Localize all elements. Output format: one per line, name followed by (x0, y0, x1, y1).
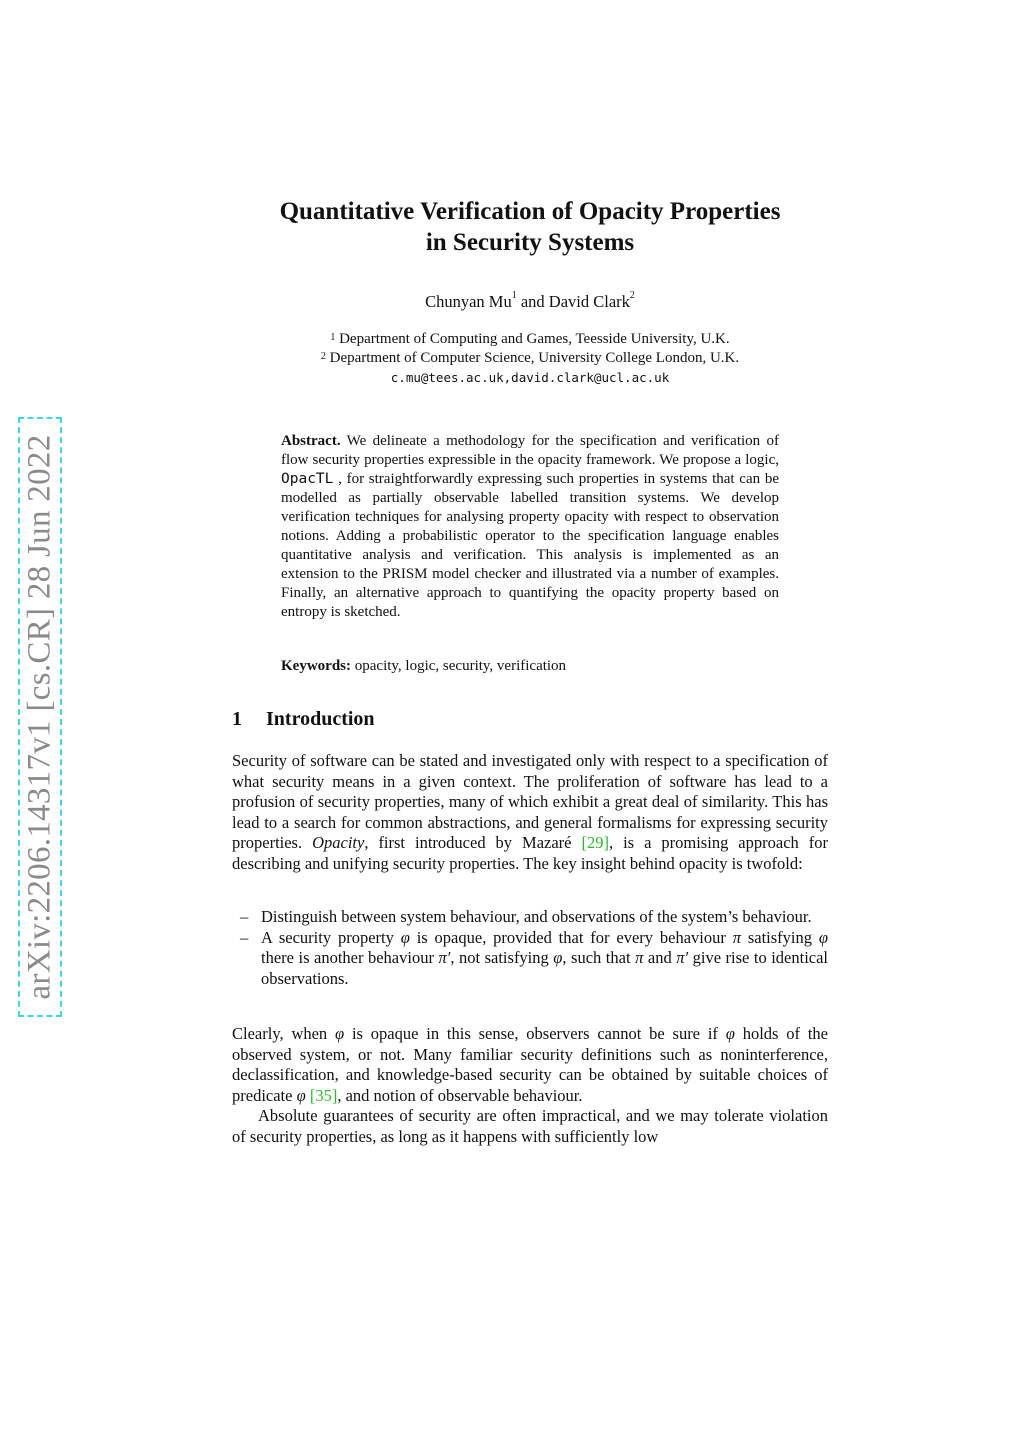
bullet-dash: – (240, 907, 249, 926)
bullet-1-text: Distinguish between system behaviour, and observations of the system’s behaviour. (261, 907, 812, 926)
intro-paragraph-2 (232, 1024, 828, 1106)
bullet-2-text-f: , such that (562, 948, 636, 967)
affiliation-1-text: Department of Computing and Games, Teesside University, U.K. (335, 331, 730, 347)
para2-text-b: is opaque in this sense, observers cannot be sure if (344, 1024, 726, 1043)
pi-symbol: π (635, 948, 644, 967)
bullet-2-text-d: there is another behaviour (261, 948, 439, 967)
bullet-2-text-h: give rise to identical observations. (261, 948, 829, 988)
para1-text-a: Security of software can be stated and investigated only with respect to a specification of what security means in a given context. The proliferation of software has lead to a profusion of security properties, many of which exhibit a great deal of similarity. This has lead to a search for common abstractions, and general formalisms for expressing security properties. (232, 751, 828, 852)
logic-name: OpacTL (281, 471, 334, 487)
author-2-mark: 2 (629, 290, 635, 301)
para2-text-a: Clearly, when (232, 1024, 336, 1043)
pi-prime-symbol: π′ (438, 948, 451, 967)
paper-title (200, 196, 860, 258)
bullet-2-text-g: and (643, 948, 677, 967)
arxiv-id: arXiv:2206.14317v1 [cs.CR] 28 Jun 2022 (21, 434, 58, 1000)
author-conjunction: and (516, 292, 549, 311)
keywords-label: Keywords: (281, 658, 351, 674)
authors (200, 292, 860, 312)
author-2: David Clark (548, 292, 630, 311)
phi-symbol: φ (818, 927, 828, 947)
abstract (281, 432, 779, 622)
keywords (281, 658, 779, 675)
affiliations (200, 330, 860, 387)
keywords-text: opacity, logic, security, verification (351, 658, 567, 674)
list-item (232, 928, 828, 990)
affiliation-2-text: Department of Computer Science, University College London, U.K. (325, 350, 740, 366)
affiliation-2-mark: 2 (320, 351, 326, 362)
section-heading (232, 708, 375, 731)
pi-symbol: π (732, 927, 741, 947)
title-line-1: Quantitative Verification of Opacity Properties (279, 198, 781, 225)
arxiv-stamp (18, 417, 62, 1017)
phi-symbol: φ (400, 927, 410, 947)
section-title: Introduction (266, 708, 375, 730)
phi-symbol: φ (553, 948, 563, 967)
author-1-mark: 1 (511, 290, 517, 301)
para1-text-b: , first introduced by Mazaré (364, 833, 582, 852)
abstract-text-1: We delineate a methodology for the specification and verification of flow security properties expressible in the opacity framework. We propose a logic, (281, 433, 779, 468)
bullet-2-text-b: is opaque, provided that for every behaviour (409, 927, 733, 947)
abstract-text-2: , for straightforwardly expressing such properties in systems that can be modelled as partially observable labelled transition systems. We develop verification techniques for analysing property opacity with respect to observation notions. Adding a probabilistic operator to the specification language enables quantitative analysis and verification. This analysis is implemented as an extension to the PRISM model checker and illustrated via a number of examples. Finally, an alternative approach to quantifying the opacity property based on entropy is sketched. (281, 471, 779, 620)
bullet-list (232, 907, 828, 989)
intro-paragraph-3: Absolute guarantees of security are often impractical, and we may tolerate violation of security properties, as long as it happens with sufficiently low (232, 1106, 828, 1146)
phi-symbol: φ (725, 1024, 735, 1043)
bullet-2-text-a: A security property (261, 927, 401, 947)
citation-35[interactable]: [35] (309, 1085, 338, 1105)
citation-29[interactable]: [29] (581, 833, 609, 852)
bullet-dash: – (240, 927, 249, 947)
phi-symbol: φ (296, 1085, 306, 1105)
list-item (232, 907, 828, 928)
affiliation-1 (200, 330, 860, 349)
abstract-label: Abstract. (281, 433, 341, 449)
bullet-2-text-c: satisfying (740, 927, 819, 947)
section-number: 1 (232, 708, 242, 730)
author-emails: c.mu@tees.ac.uk,david.clark@ucl.ac.uk (390, 370, 670, 385)
para2-text-c: holds of the observed system, or not. Many familiar security definitions such as noninterference, declassification, and knowledge-based security can be obtained by suitable choices of predicate (232, 1024, 828, 1105)
para1-emph: Opacity (312, 833, 365, 852)
author-1: Chunyan Mu (425, 292, 512, 311)
para2-text-d: , and notion of observable behaviour. (337, 1085, 583, 1105)
title-line-2: in Security Systems (425, 229, 635, 256)
affiliation-2 (200, 349, 860, 368)
affiliation-1-mark: 1 (330, 332, 336, 343)
bullet-2-text-e: , not satisfying (450, 948, 554, 967)
intro-paragraph-1 (232, 751, 828, 874)
pi-prime-symbol: π′ (676, 948, 689, 967)
phi-symbol: φ (335, 1024, 345, 1043)
para1-text-c: , is a promising approach for describing and unifying security properties. The key insight behind opacity is twofold: (232, 833, 828, 873)
